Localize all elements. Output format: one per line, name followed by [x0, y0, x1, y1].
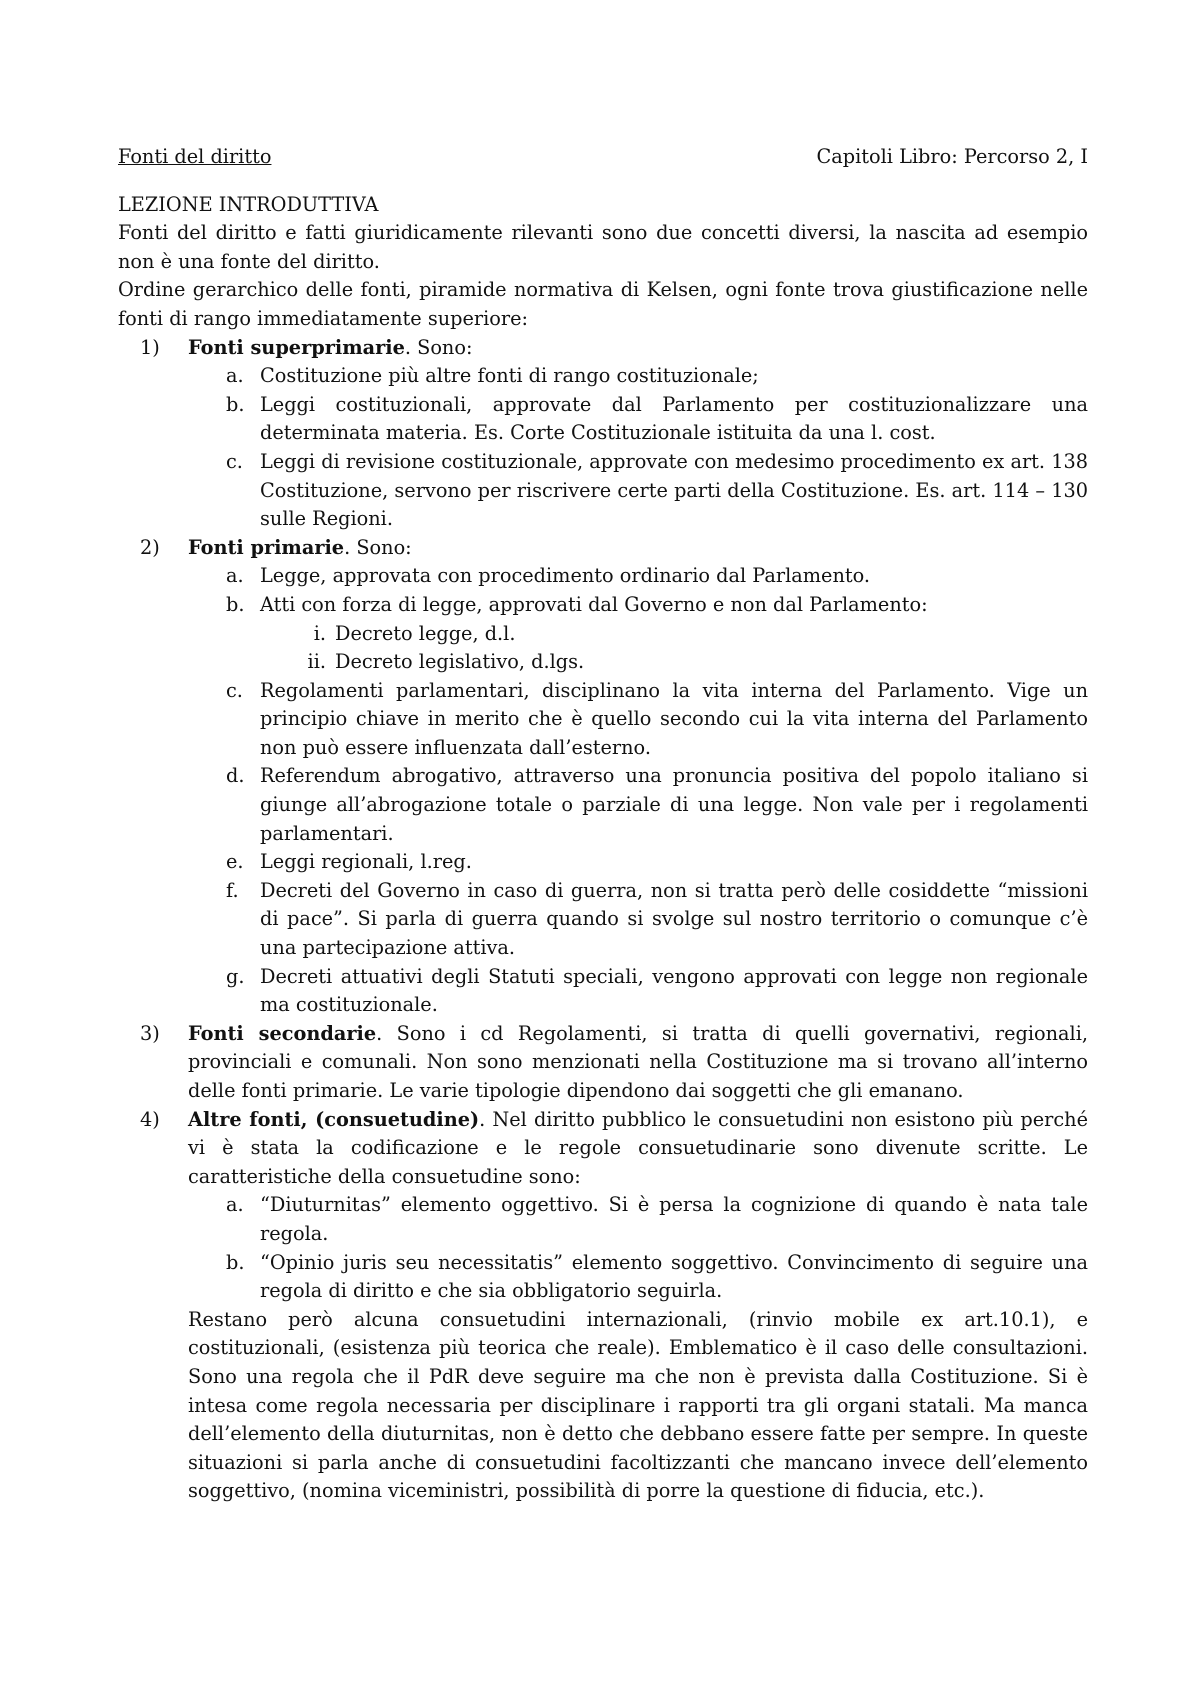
section-heading: LEZIONE INTRODUTTIVA — [118, 192, 379, 216]
list-marker: 2) — [140, 535, 160, 559]
list-subsubitem-text: Decreto legge, d.l. — [335, 621, 516, 645]
list-marker: b. — [226, 1250, 245, 1274]
list-subitem — [118, 1191, 1088, 1248]
list-subsubitem — [118, 620, 1088, 649]
list-subitem-text: Leggi di revisione costituzionale, approvate con medesimo procedimento ex art. 138 Costituzione, servono per riscrivere certe parti della Costituzione. Es. art. 114 – 130 sulle Regioni. — [260, 449, 1088, 531]
list-item — [118, 534, 1088, 563]
list-subitem-text: Legge, approvata con procedimento ordinario dal Parlamento. — [260, 564, 871, 588]
list-subsubitem — [118, 648, 1088, 677]
intro-paragraph: Ordine gerarchico delle fonti, piramide normativa di Kelsen, ogni fonte trova giustificazione nelle fonti di rango immediatamente superiore: — [118, 278, 1088, 330]
document-header — [118, 143, 1088, 172]
list-item — [118, 334, 1088, 363]
list-item-title: Fonti primarie — [188, 535, 345, 559]
list-subitem — [118, 362, 1088, 391]
list-item-text: . Sono: — [344, 535, 412, 559]
list-item-text: . Sono: — [404, 335, 473, 359]
list-item-title: Fonti secondarie — [188, 1021, 377, 1045]
list-marker: a. — [226, 364, 244, 388]
list-subitem — [118, 562, 1088, 591]
list-marker: 4) — [140, 1107, 160, 1131]
list-marker: e. — [226, 850, 244, 874]
list-marker: ii. — [307, 650, 326, 674]
list-marker: b. — [226, 592, 245, 616]
list-subitem — [118, 877, 1088, 963]
list-subitem — [118, 762, 1088, 848]
list-marker: 1) — [140, 335, 160, 359]
list-subsubitem-text: Decreto legislativo, d.lgs. — [335, 650, 585, 674]
list-subitem-text: Decreti attuativi degli Statuti speciali, vengono approvati con legge non regionale ma costituzionale. — [260, 964, 1088, 1017]
list-subitem — [118, 591, 1088, 620]
list-marker: a. — [226, 1193, 244, 1217]
document-title: Fonti del diritto — [118, 145, 272, 168]
document-body — [118, 143, 1088, 1506]
list-subitem-text: Costituzione più altre fonti di rango costituzionale; — [260, 364, 759, 388]
list-subitem — [118, 677, 1088, 763]
list-subitem-text: Leggi regionali, l.reg. — [260, 850, 472, 874]
list-subitem-text: Decreti del Governo in caso di guerra, non si tratta però delle cosiddette “missioni di pace”. Si parla di guerra quando si svolge sul nostro territorio o comunque c’è una partecipazione attiva. — [260, 878, 1088, 960]
list-subitem — [118, 848, 1088, 877]
list-marker: f. — [226, 878, 239, 902]
list-item-text: . Sono i cd Regolamenti, si tratta di quelli governativi, regionali, provinciali e comunali. Non sono menzionati nella Costituzione ma si trovano all’interno delle fonti primarie. Le varie tipologie dipendono dai soggetti che gli emanano. — [188, 1021, 1088, 1102]
list-subitem-text: Regolamenti parlamentari, disciplinano la vita interna del Parlamento. Vige un principio chiave in merito che è quello secondo cui la vita interna del Parlamento non può essere influenzata dall’esterno. — [260, 678, 1088, 759]
list-item — [118, 1020, 1088, 1106]
list-subitem — [118, 1249, 1088, 1306]
list-marker: g. — [226, 964, 245, 988]
list-item-title: Fonti superprimarie — [188, 335, 405, 359]
list-item-title: Altre fonti, (consuetudine) — [188, 1107, 480, 1131]
list-subitem-text: “Opinio juris seu necessitatis” elemento soggettivo. Convincimento di seguire una regola di diritto e che sia obbligatorio seguirla. — [260, 1250, 1088, 1303]
list-subitem-text: “Diuturnitas” elemento oggettivo. Si è persa la cognizione di quando è nata tale regola. — [260, 1193, 1088, 1245]
list-marker: c. — [226, 678, 243, 702]
chapter-reference: Capitoli Libro: Percorso 2, I — [816, 145, 1088, 168]
list-item-text: . Nel diritto pubblico le consuetudini non esistono più perché vi è stata la codificazione e le regole consuetudinarie sono divenute scritte. Le caratteristiche della consuetudine sono: — [188, 1107, 1089, 1188]
list-marker: d. — [226, 764, 245, 788]
list-marker: i. — [313, 621, 326, 645]
list-subitem — [118, 391, 1088, 448]
list-marker: a. — [226, 564, 244, 588]
list-marker: 3) — [140, 1021, 160, 1045]
list-subitem — [118, 448, 1088, 534]
list-subitem-text: Leggi costituzionali, approvate dal Parlamento per costituzionalizzare una determinata materia. Es. Corte Costituzionale istituita da una l. cost. — [260, 392, 1088, 445]
list-subitem — [118, 963, 1088, 1020]
intro-paragraph: Fonti del diritto e fatti giuridicamente rilevanti sono due concetti diversi, la nascita ad esempio non è una fonte del diritto. — [118, 221, 1088, 273]
list-subitem-text: Referendum abrogativo, attraverso una pronuncia positiva del popolo italiano si giunge all’abrogazione totale o parziale di una legge. Non vale per i regolamenti parlamentari. — [260, 764, 1088, 845]
list-marker: b. — [226, 392, 245, 416]
closing-paragraph: Restano però alcuna consuetudini internazionali, (rinvio mobile ex art.10.1), e costituzionali, (esistenza più teorica che reale). Emblematico è il caso delle consultazioni. Sono una regola che il PdR deve seguire ma che non è prevista dalla Costituzione. Si è intesa come regola necessaria per disciplinare i rapporti tra gli organi statali. Ma manca dell’elemento della diuturnitas, non è detto che debbano essere fatte per sempre. In queste situazioni si parla anche di consuetudini facoltizzanti che mancano invece dell’elemento soggettivo, (nomina viceministri, possibilità di porre la questione di fiducia, etc.). — [188, 1307, 1088, 1503]
list-item — [118, 1106, 1088, 1192]
list-subitem-text: Atti con forza di legge, approvati dal Governo e non dal Parlamento: — [260, 592, 928, 616]
list-marker: c. — [226, 449, 243, 473]
